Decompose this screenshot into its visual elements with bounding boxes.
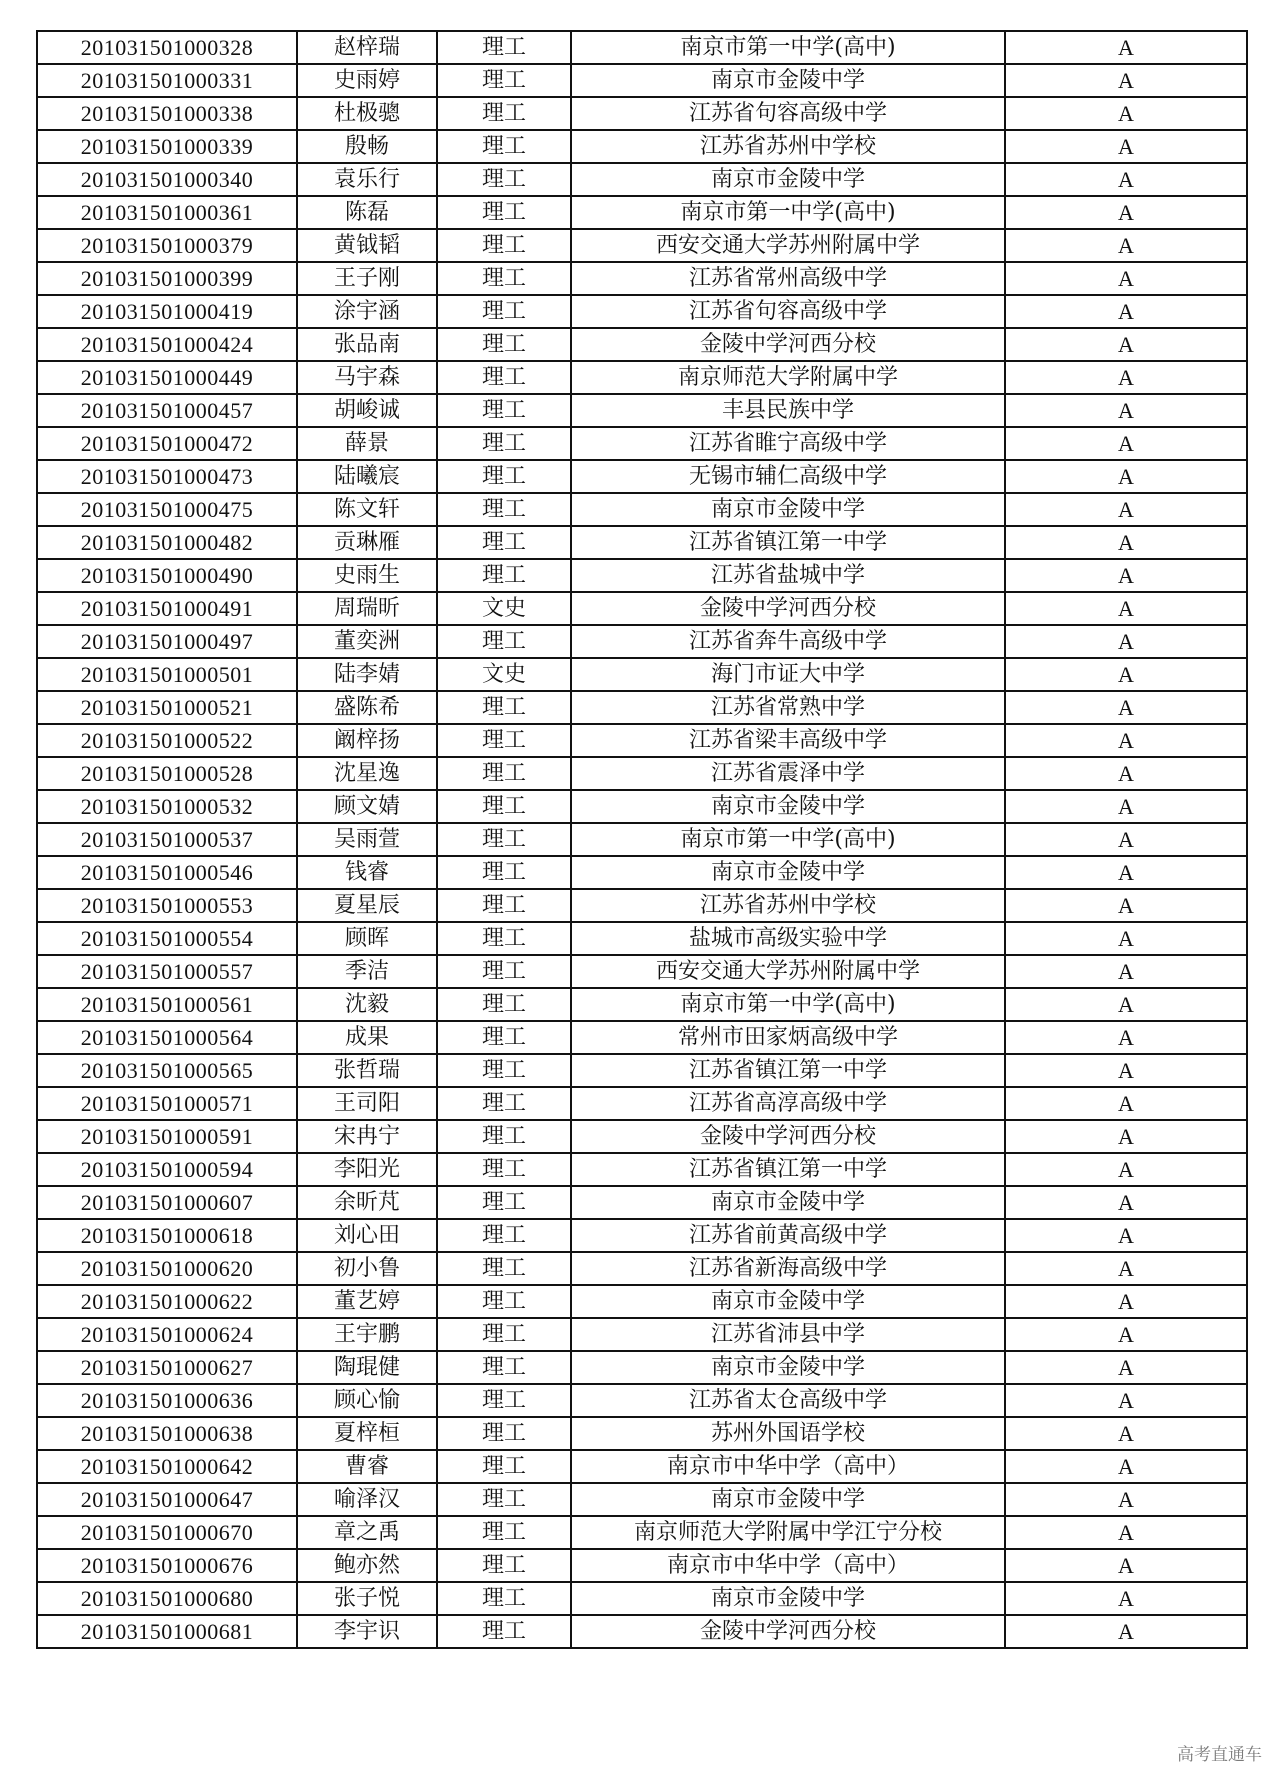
cell-student-name: 杜极骢 xyxy=(297,97,437,130)
table-row xyxy=(37,1516,1247,1549)
cell-track: 文史 xyxy=(437,658,571,691)
cell-track: 理工 xyxy=(437,196,571,229)
cell-student-name: 吴雨萱 xyxy=(297,823,437,856)
cell-student-name: 初小鲁 xyxy=(297,1252,437,1285)
cell-student-name: 董奕洲 xyxy=(297,625,437,658)
table-row xyxy=(37,64,1247,97)
cell-exam-id: 201031501000490 xyxy=(37,559,297,592)
cell-grade: A xyxy=(1005,1318,1247,1351)
table-row xyxy=(37,1087,1247,1120)
cell-track: 理工 xyxy=(437,790,571,823)
cell-exam-id: 201031501000676 xyxy=(37,1549,297,1582)
cell-student-name: 张哲瑞 xyxy=(297,1054,437,1087)
cell-track: 理工 xyxy=(437,427,571,460)
table-row xyxy=(37,1120,1247,1153)
cell-school: 南京市中华中学（高中） xyxy=(571,1549,1005,1582)
table-row xyxy=(37,1351,1247,1384)
cell-school: 江苏省沛县中学 xyxy=(571,1318,1005,1351)
table-row xyxy=(37,394,1247,427)
cell-grade: A xyxy=(1005,1087,1247,1120)
cell-exam-id: 201031501000475 xyxy=(37,493,297,526)
cell-school: 江苏省前黄高级中学 xyxy=(571,1219,1005,1252)
cell-exam-id: 201031501000497 xyxy=(37,625,297,658)
cell-track: 理工 xyxy=(437,394,571,427)
cell-track: 理工 xyxy=(437,955,571,988)
cell-school: 金陵中学河西分校 xyxy=(571,328,1005,361)
cell-grade: A xyxy=(1005,559,1247,592)
results-table xyxy=(36,30,1248,1649)
cell-exam-id: 201031501000594 xyxy=(37,1153,297,1186)
cell-student-name: 章之禹 xyxy=(297,1516,437,1549)
cell-school: 江苏省高淳高级中学 xyxy=(571,1087,1005,1120)
cell-grade: A xyxy=(1005,64,1247,97)
cell-school: 江苏省常熟中学 xyxy=(571,691,1005,724)
table-row xyxy=(37,1021,1247,1054)
cell-track: 理工 xyxy=(437,295,571,328)
cell-school: 江苏省太仓高级中学 xyxy=(571,1384,1005,1417)
cell-track: 理工 xyxy=(437,493,571,526)
cell-grade: A xyxy=(1005,328,1247,361)
cell-exam-id: 201031501000419 xyxy=(37,295,297,328)
cell-school: 南京师范大学附属中学 xyxy=(571,361,1005,394)
cell-exam-id: 201031501000399 xyxy=(37,262,297,295)
cell-student-name: 宋冉宁 xyxy=(297,1120,437,1153)
cell-exam-id: 201031501000491 xyxy=(37,592,297,625)
cell-school: 金陵中学河西分校 xyxy=(571,1120,1005,1153)
cell-exam-id: 201031501000624 xyxy=(37,1318,297,1351)
cell-grade: A xyxy=(1005,1285,1247,1318)
table-row xyxy=(37,955,1247,988)
cell-grade: A xyxy=(1005,1153,1247,1186)
cell-grade: A xyxy=(1005,1516,1247,1549)
cell-exam-id: 201031501000522 xyxy=(37,724,297,757)
table-row xyxy=(37,757,1247,790)
cell-school: 南京市金陵中学 xyxy=(571,1582,1005,1615)
cell-track: 理工 xyxy=(437,1219,571,1252)
cell-exam-id: 201031501000472 xyxy=(37,427,297,460)
cell-school: 江苏省睢宁高级中学 xyxy=(571,427,1005,460)
cell-exam-id: 201031501000561 xyxy=(37,988,297,1021)
cell-track: 理工 xyxy=(437,31,571,64)
cell-student-name: 刘心田 xyxy=(297,1219,437,1252)
cell-school: 无锡市辅仁高级中学 xyxy=(571,460,1005,493)
table-row xyxy=(37,493,1247,526)
cell-student-name: 殷畅 xyxy=(297,130,437,163)
table-row xyxy=(37,1450,1247,1483)
cell-student-name: 李宇识 xyxy=(297,1615,437,1648)
cell-student-name: 涂宇涵 xyxy=(297,295,437,328)
cell-school: 苏州外国语学校 xyxy=(571,1417,1005,1450)
cell-track: 理工 xyxy=(437,757,571,790)
cell-exam-id: 201031501000565 xyxy=(37,1054,297,1087)
cell-exam-id: 201031501000328 xyxy=(37,31,297,64)
cell-student-name: 夏梓桓 xyxy=(297,1417,437,1450)
cell-student-name: 鲍亦然 xyxy=(297,1549,437,1582)
cell-grade: A xyxy=(1005,229,1247,262)
cell-grade: A xyxy=(1005,1054,1247,1087)
cell-school: 南京市第一中学(高中) xyxy=(571,31,1005,64)
cell-student-name: 顾晖 xyxy=(297,922,437,955)
cell-school: 江苏省镇江第一中学 xyxy=(571,1153,1005,1186)
table-row xyxy=(37,361,1247,394)
cell-grade: A xyxy=(1005,658,1247,691)
cell-exam-id: 201031501000636 xyxy=(37,1384,297,1417)
table-row xyxy=(37,691,1247,724)
cell-track: 理工 xyxy=(437,262,571,295)
cell-student-name: 陆李婧 xyxy=(297,658,437,691)
cell-grade: A xyxy=(1005,1582,1247,1615)
cell-student-name: 成果 xyxy=(297,1021,437,1054)
cell-school: 江苏省句容高级中学 xyxy=(571,295,1005,328)
cell-track: 理工 xyxy=(437,526,571,559)
cell-exam-id: 201031501000618 xyxy=(37,1219,297,1252)
table-row xyxy=(37,427,1247,460)
cell-track: 理工 xyxy=(437,1153,571,1186)
cell-grade: A xyxy=(1005,955,1247,988)
table-row xyxy=(37,658,1247,691)
table-row xyxy=(37,1483,1247,1516)
cell-exam-id: 201031501000424 xyxy=(37,328,297,361)
cell-grade: A xyxy=(1005,1186,1247,1219)
cell-grade: A xyxy=(1005,1351,1247,1384)
cell-exam-id: 201031501000557 xyxy=(37,955,297,988)
cell-exam-id: 201031501000553 xyxy=(37,889,297,922)
cell-track: 理工 xyxy=(437,724,571,757)
cell-grade: A xyxy=(1005,1021,1247,1054)
cell-grade: A xyxy=(1005,196,1247,229)
table-row xyxy=(37,1417,1247,1450)
table-row xyxy=(37,262,1247,295)
cell-school: 海门市证大中学 xyxy=(571,658,1005,691)
cell-school: 南京市第一中学(高中) xyxy=(571,196,1005,229)
table-row xyxy=(37,1252,1247,1285)
cell-exam-id: 201031501000501 xyxy=(37,658,297,691)
cell-exam-id: 201031501000681 xyxy=(37,1615,297,1648)
cell-school: 南京市金陵中学 xyxy=(571,790,1005,823)
cell-school: 南京市金陵中学 xyxy=(571,64,1005,97)
cell-track: 理工 xyxy=(437,1582,571,1615)
table-row xyxy=(37,1615,1247,1648)
cell-track: 理工 xyxy=(437,1450,571,1483)
cell-school: 丰县民族中学 xyxy=(571,394,1005,427)
cell-school: 金陵中学河西分校 xyxy=(571,1615,1005,1648)
table-row xyxy=(37,163,1247,196)
cell-grade: A xyxy=(1005,1450,1247,1483)
table-row xyxy=(37,460,1247,493)
cell-grade: A xyxy=(1005,1483,1247,1516)
cell-exam-id: 201031501000340 xyxy=(37,163,297,196)
cell-student-name: 陆曦宸 xyxy=(297,460,437,493)
cell-track: 理工 xyxy=(437,1021,571,1054)
cell-school: 江苏省新海高级中学 xyxy=(571,1252,1005,1285)
table-row xyxy=(37,130,1247,163)
cell-track: 理工 xyxy=(437,460,571,493)
cell-exam-id: 201031501000379 xyxy=(37,229,297,262)
cell-school: 南京市金陵中学 xyxy=(571,1186,1005,1219)
cell-grade: A xyxy=(1005,790,1247,823)
cell-track: 理工 xyxy=(437,889,571,922)
cell-exam-id: 201031501000607 xyxy=(37,1186,297,1219)
cell-track: 理工 xyxy=(437,130,571,163)
cell-grade: A xyxy=(1005,988,1247,1021)
cell-grade: A xyxy=(1005,1252,1247,1285)
cell-student-name: 王子刚 xyxy=(297,262,437,295)
cell-student-name: 袁乐行 xyxy=(297,163,437,196)
cell-student-name: 陶琨健 xyxy=(297,1351,437,1384)
cell-track: 理工 xyxy=(437,1252,571,1285)
table-row xyxy=(37,1219,1247,1252)
table-row xyxy=(37,559,1247,592)
results-table-container xyxy=(36,30,1246,1649)
cell-track: 理工 xyxy=(437,328,571,361)
cell-grade: A xyxy=(1005,460,1247,493)
cell-student-name: 王宇鹏 xyxy=(297,1318,437,1351)
cell-track: 理工 xyxy=(437,1087,571,1120)
cell-track: 理工 xyxy=(437,823,571,856)
cell-student-name: 周瑞昕 xyxy=(297,592,437,625)
cell-grade: A xyxy=(1005,394,1247,427)
cell-grade: A xyxy=(1005,1549,1247,1582)
cell-grade: A xyxy=(1005,823,1247,856)
cell-student-name: 王司阳 xyxy=(297,1087,437,1120)
cell-track: 理工 xyxy=(437,1054,571,1087)
table-row xyxy=(37,790,1247,823)
cell-track: 理工 xyxy=(437,625,571,658)
watermark: 高考直通车 xyxy=(1177,1745,1262,1765)
cell-student-name: 顾文婧 xyxy=(297,790,437,823)
cell-exam-id: 201031501000642 xyxy=(37,1450,297,1483)
cell-school: 江苏省奔牛高级中学 xyxy=(571,625,1005,658)
cell-grade: A xyxy=(1005,1120,1247,1153)
cell-track: 理工 xyxy=(437,988,571,1021)
cell-exam-id: 201031501000339 xyxy=(37,130,297,163)
cell-track: 理工 xyxy=(437,229,571,262)
cell-grade: A xyxy=(1005,856,1247,889)
cell-student-name: 陈磊 xyxy=(297,196,437,229)
cell-school: 常州市田家炳高级中学 xyxy=(571,1021,1005,1054)
cell-school: 江苏省句容高级中学 xyxy=(571,97,1005,130)
table-row xyxy=(37,1054,1247,1087)
table-row xyxy=(37,1153,1247,1186)
cell-track: 理工 xyxy=(437,163,571,196)
cell-exam-id: 201031501000331 xyxy=(37,64,297,97)
cell-school: 南京市金陵中学 xyxy=(571,856,1005,889)
cell-grade: A xyxy=(1005,295,1247,328)
cell-student-name: 赵梓瑞 xyxy=(297,31,437,64)
table-row xyxy=(37,988,1247,1021)
cell-student-name: 钱睿 xyxy=(297,856,437,889)
cell-track: 理工 xyxy=(437,1318,571,1351)
table-row xyxy=(37,328,1247,361)
cell-exam-id: 201031501000670 xyxy=(37,1516,297,1549)
cell-track: 理工 xyxy=(437,1120,571,1153)
cell-grade: A xyxy=(1005,163,1247,196)
cell-track: 理工 xyxy=(437,922,571,955)
table-row xyxy=(37,1384,1247,1417)
table-row xyxy=(37,592,1247,625)
cell-exam-id: 201031501000532 xyxy=(37,790,297,823)
cell-exam-id: 201031501000554 xyxy=(37,922,297,955)
cell-student-name: 薛景 xyxy=(297,427,437,460)
table-row xyxy=(37,1582,1247,1615)
cell-exam-id: 201031501000521 xyxy=(37,691,297,724)
cell-student-name: 曹睿 xyxy=(297,1450,437,1483)
cell-track: 理工 xyxy=(437,64,571,97)
cell-school: 江苏省梁丰高级中学 xyxy=(571,724,1005,757)
cell-exam-id: 201031501000449 xyxy=(37,361,297,394)
cell-track: 理工 xyxy=(437,856,571,889)
cell-grade: A xyxy=(1005,361,1247,394)
cell-exam-id: 201031501000528 xyxy=(37,757,297,790)
cell-student-name: 胡峻诚 xyxy=(297,394,437,427)
cell-exam-id: 201031501000361 xyxy=(37,196,297,229)
cell-track: 理工 xyxy=(437,1285,571,1318)
cell-school: 江苏省镇江第一中学 xyxy=(571,1054,1005,1087)
cell-school: 南京市金陵中学 xyxy=(571,1285,1005,1318)
cell-grade: A xyxy=(1005,526,1247,559)
cell-exam-id: 201031501000457 xyxy=(37,394,297,427)
cell-school: 南京市第一中学(高中) xyxy=(571,988,1005,1021)
cell-track: 理工 xyxy=(437,1186,571,1219)
cell-track: 理工 xyxy=(437,1417,571,1450)
table-row xyxy=(37,97,1247,130)
cell-exam-id: 201031501000627 xyxy=(37,1351,297,1384)
cell-school: 西安交通大学苏州附属中学 xyxy=(571,229,1005,262)
cell-student-name: 沈毅 xyxy=(297,988,437,1021)
table-row xyxy=(37,922,1247,955)
cell-school: 江苏省镇江第一中学 xyxy=(571,526,1005,559)
cell-track: 理工 xyxy=(437,361,571,394)
cell-student-name: 贡琳雁 xyxy=(297,526,437,559)
table-row xyxy=(37,1318,1247,1351)
cell-school: 盐城市高级实验中学 xyxy=(571,922,1005,955)
cell-grade: A xyxy=(1005,625,1247,658)
table-row xyxy=(37,229,1247,262)
cell-grade: A xyxy=(1005,97,1247,130)
cell-exam-id: 201031501000546 xyxy=(37,856,297,889)
cell-school: 江苏省震泽中学 xyxy=(571,757,1005,790)
cell-grade: A xyxy=(1005,691,1247,724)
cell-school: 金陵中学河西分校 xyxy=(571,592,1005,625)
cell-grade: A xyxy=(1005,1219,1247,1252)
cell-student-name: 张品南 xyxy=(297,328,437,361)
cell-grade: A xyxy=(1005,1615,1247,1648)
cell-grade: A xyxy=(1005,1384,1247,1417)
cell-track: 理工 xyxy=(437,1351,571,1384)
table-row xyxy=(37,1186,1247,1219)
cell-school: 江苏省常州高级中学 xyxy=(571,262,1005,295)
cell-grade: A xyxy=(1005,262,1247,295)
cell-school: 南京市中华中学（高中） xyxy=(571,1450,1005,1483)
cell-school: 南京师范大学附属中学江宁分校 xyxy=(571,1516,1005,1549)
cell-school: 江苏省苏州中学校 xyxy=(571,889,1005,922)
cell-school: 江苏省盐城中学 xyxy=(571,559,1005,592)
table-row xyxy=(37,295,1247,328)
table-row xyxy=(37,31,1247,64)
cell-school: 南京市金陵中学 xyxy=(571,493,1005,526)
cell-exam-id: 201031501000638 xyxy=(37,1417,297,1450)
cell-track: 理工 xyxy=(437,1516,571,1549)
cell-track: 文史 xyxy=(437,592,571,625)
cell-student-name: 董艺婷 xyxy=(297,1285,437,1318)
cell-track: 理工 xyxy=(437,691,571,724)
cell-student-name: 喻泽汉 xyxy=(297,1483,437,1516)
cell-exam-id: 201031501000647 xyxy=(37,1483,297,1516)
cell-track: 理工 xyxy=(437,1549,571,1582)
cell-student-name: 史雨生 xyxy=(297,559,437,592)
cell-grade: A xyxy=(1005,724,1247,757)
table-row xyxy=(37,1285,1247,1318)
cell-track: 理工 xyxy=(437,1615,571,1648)
cell-exam-id: 201031501000482 xyxy=(37,526,297,559)
cell-student-name: 黄钺韬 xyxy=(297,229,437,262)
cell-school: 南京市金陵中学 xyxy=(571,1351,1005,1384)
cell-school: 江苏省苏州中学校 xyxy=(571,130,1005,163)
cell-exam-id: 201031501000591 xyxy=(37,1120,297,1153)
cell-exam-id: 201031501000622 xyxy=(37,1285,297,1318)
cell-grade: A xyxy=(1005,31,1247,64)
cell-student-name: 盛陈希 xyxy=(297,691,437,724)
cell-grade: A xyxy=(1005,427,1247,460)
cell-exam-id: 201031501000537 xyxy=(37,823,297,856)
cell-school: 南京市金陵中学 xyxy=(571,1483,1005,1516)
cell-school: 南京市第一中学(高中) xyxy=(571,823,1005,856)
table-row xyxy=(37,625,1247,658)
cell-student-name: 季洁 xyxy=(297,955,437,988)
cell-student-name: 陈文轩 xyxy=(297,493,437,526)
cell-student-name: 余昕芃 xyxy=(297,1186,437,1219)
cell-grade: A xyxy=(1005,1417,1247,1450)
table-row xyxy=(37,856,1247,889)
cell-student-name: 张子悦 xyxy=(297,1582,437,1615)
cell-exam-id: 201031501000564 xyxy=(37,1021,297,1054)
cell-track: 理工 xyxy=(437,97,571,130)
table-row xyxy=(37,196,1247,229)
table-row xyxy=(37,724,1247,757)
table-body xyxy=(37,31,1247,1648)
cell-student-name: 沈星逸 xyxy=(297,757,437,790)
table-row xyxy=(37,823,1247,856)
cell-exam-id: 201031501000338 xyxy=(37,97,297,130)
cell-grade: A xyxy=(1005,130,1247,163)
cell-grade: A xyxy=(1005,922,1247,955)
table-row xyxy=(37,1549,1247,1582)
cell-track: 理工 xyxy=(437,1384,571,1417)
cell-grade: A xyxy=(1005,757,1247,790)
table-row xyxy=(37,526,1247,559)
cell-student-name: 阚梓扬 xyxy=(297,724,437,757)
cell-exam-id: 201031501000620 xyxy=(37,1252,297,1285)
cell-student-name: 夏星辰 xyxy=(297,889,437,922)
cell-exam-id: 201031501000571 xyxy=(37,1087,297,1120)
cell-grade: A xyxy=(1005,493,1247,526)
cell-student-name: 顾心愉 xyxy=(297,1384,437,1417)
cell-student-name: 史雨婷 xyxy=(297,64,437,97)
table-row xyxy=(37,889,1247,922)
cell-exam-id: 201031501000473 xyxy=(37,460,297,493)
cell-track: 理工 xyxy=(437,559,571,592)
cell-student-name: 马宇森 xyxy=(297,361,437,394)
cell-grade: A xyxy=(1005,592,1247,625)
cell-exam-id: 201031501000680 xyxy=(37,1582,297,1615)
cell-school: 西安交通大学苏州附属中学 xyxy=(571,955,1005,988)
cell-school: 南京市金陵中学 xyxy=(571,163,1005,196)
cell-track: 理工 xyxy=(437,1483,571,1516)
cell-student-name: 李阳光 xyxy=(297,1153,437,1186)
cell-grade: A xyxy=(1005,889,1247,922)
